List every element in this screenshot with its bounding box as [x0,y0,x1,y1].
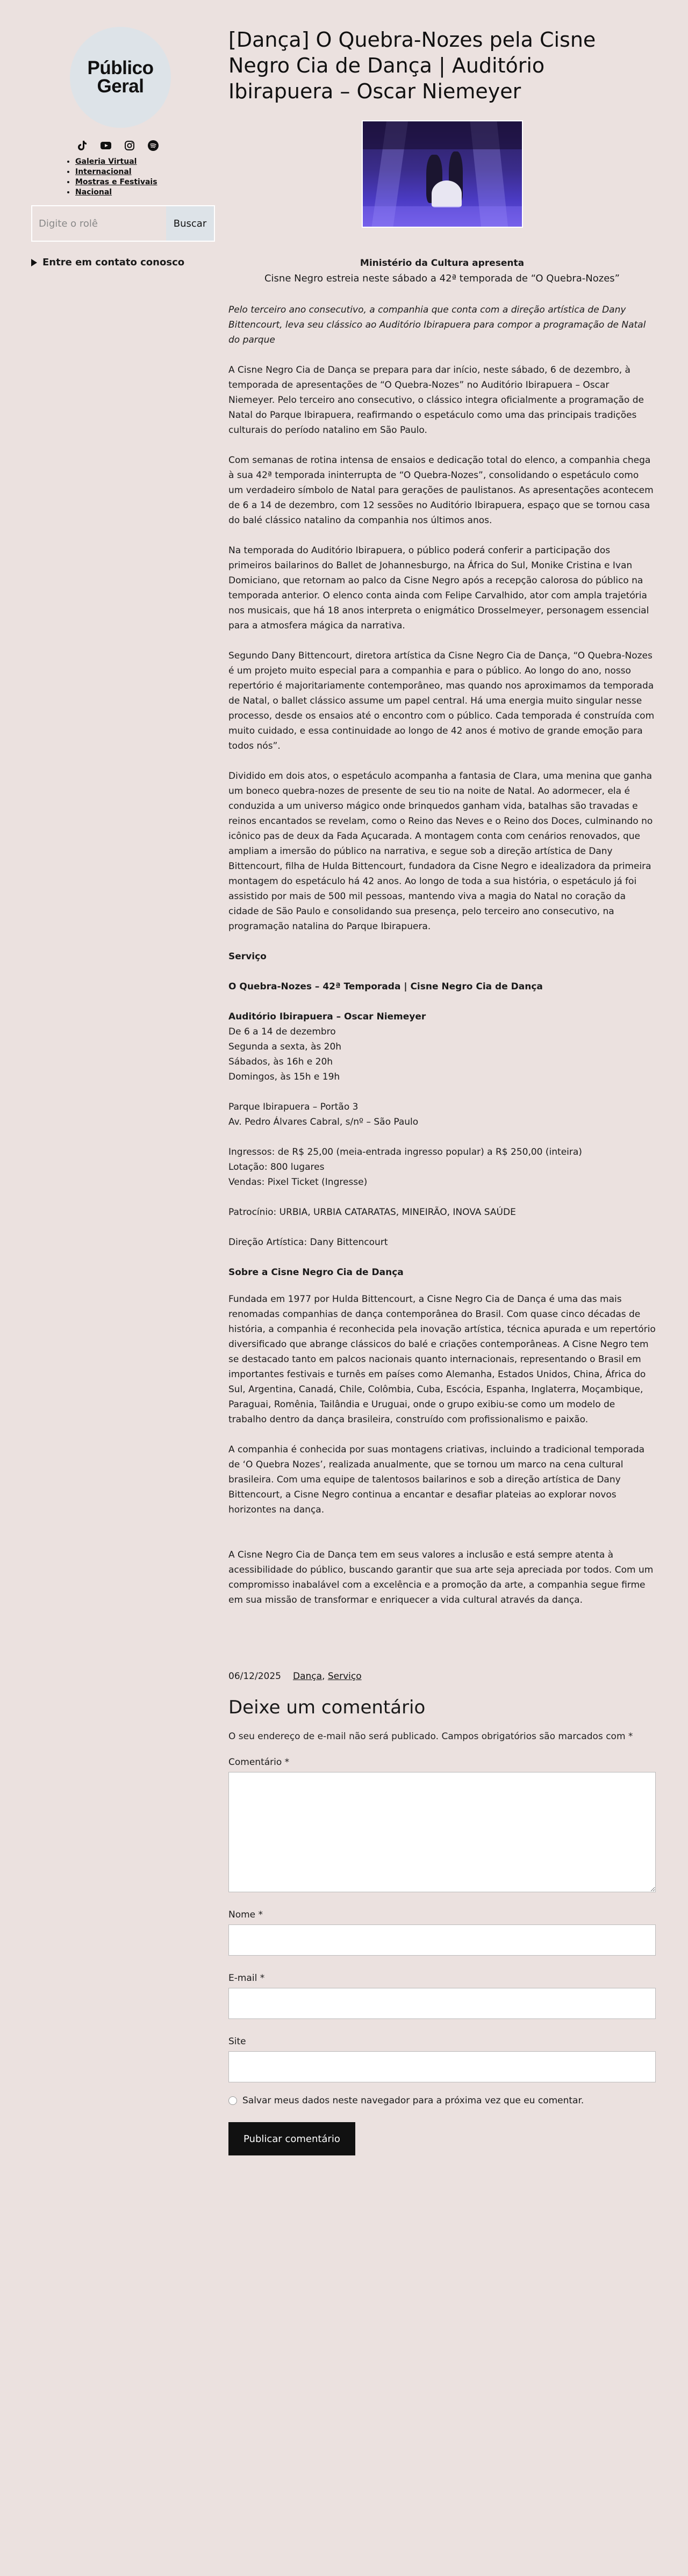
instagram-icon[interactable] [124,140,135,151]
main-content [228,27,656,2155]
search-form [31,205,215,242]
site-field[interactable] [228,2051,656,2082]
capacity-line: Lotação: 800 lugares [228,1162,325,1173]
site-label: Site [228,2036,246,2047]
category-link-servico[interactable]: Serviço [327,1671,362,1682]
about-paragraph: A companhia é conhecida por suas montagens criativas, incluindo a tradicional temporada de ‘O Quebra Nozes’, realizada anualmente, que se tornou um marco na cena cultural brasileira. Com uma equipe de talentosos bailarinos e sob a direção artística de Dany Bittencourt, a Cisne Negro continua a encantar e desafiar plateias ao explorar novos horizontes na dança. [228,1444,645,1515]
social-links [77,140,215,151]
about-paragraph: A Cisne Negro Cia de Dança tem em seus valores a inclusão e está sempre atenta à acessibilidade do público, buscando garantir que sua arte seja apreciada por todos. Com um compromisso inabalável com a excelência e a promoção da arte, a companhia segue firme em sua missão de transformar e enriquecer a vida cultural através da dança. [228,1550,654,1605]
sponsors-line: Patrocínio: URBIA, URBIA CATARATAS, MINEIRÃO, INOVA SAÚDE [228,1207,516,1218]
sidebar-item-internacional [75,167,215,177]
address-line: Av. Pedro Álvares Cabral, s/nº – São Paulo [228,1117,419,1127]
consent-checkbox[interactable] [228,2096,237,2105]
email-label: E-mail * [228,1973,265,1984]
article-paragraph: Dividido em dois atos, o espetáculo acompanha a fantasia de Clara, uma menina que ganha um boneco quebra-nozes de presente de seu tio na noite de Natal. Ao adormecer, ela é conduzida a um universo mágico onde brinquedos ganham vida, batalhas são travadas e reinos encantados se revelam, como o Reino das Neves e o Reino dos Doces, culminando no icônico pas de deux da Fada Açucarada. A montagem conta com cenários renovados, que ampliam a imersão do público na narrativa, e segue sob a direção artística de Dany Bittencourt, filha de Hulda Bittencourt, fundadora da Cisne Negro e idealizadora da primeira montagem do espetáculo há 42 anos. Ao longo de toda a sua história, o espetáculo já foi assistido por mais de 500 mil pessoas, mantendo viva a magia do Natal no coração da cidade de São Paulo e consolidando sua presença, pelo terceiro ano consecutivo, na programação natalina do Parque Ibirapuera. [228,771,653,932]
about-paragraph: Fundada em 1977 por Hulda Bittencourt, a Cisne Negro Cia de Dança é uma das mais renomadas companhias de dança contemporânea do Brasil. Com quase cinco décadas de história, a companhia é reconhecida pela inovação artística, técnica apurada e um repertório diversificado que abrange clássicos do balé e criações contemporâneas. A Cisne Negro tem se destacado tanto em palcos nacionais quanto internacionais, representando o Brasil em importantes festivais e turnês em países como Alemanha, Estados Unidos, China, África do Sul, Argentina, Canadá, Chile, Colômbia, Cuba, Escócia, Espanha, Inglaterra, Moçambique, Paraguai, Romênia, Tailândia e Uruguai, onde o grupo exibiu-se como um modelo de trabalho dentro da dança brasileira, construído com profissionalismo e paixão. [228,1294,656,1425]
sidebar-link[interactable]: Nacional [75,188,112,197]
schedule-line: Domingos, às 15h e 19h [228,1072,340,1082]
article-paragraph: A Cisne Negro Cia de Dança se prepara para dar início, neste sábado, 6 de dezembro, à temporada de apresentações de “O Quebra-Nozes” no Auditório Ibirapuera – Oscar Niemeyer. Pelo terceiro ano consecutivo, o clássico integra oficialmente a programação de Natal do Parque Ibirapuera, reafirmando o espetáculo como uma das principais tradições culturais do período natalino em São Paulo. [228,365,644,436]
address-line: Parque Ibirapuera – Portão 3 [228,1102,359,1112]
sidebar-nav [31,157,215,198]
post-meta [228,1671,656,1682]
contact-toggle[interactable] [31,257,215,268]
tickets-block [228,1145,656,1190]
article-paragraph: Segundo Dany Bittencourt, diretora artística da Cisne Negro Cia de Dança, “O Quebra-Nozes é um projeto muito especial para a companhia e para o público. Ao longo do ano, nosso repertório é majoritariamente contemporâneo, mas quando nos aproximamos da temporada de Natal, o ballet clássico assume um papel central. Há uma energia muito singular nesse processo, desde os ensaios até o encontro com o público. Cada temporada é construída com muito cuidado, e essa continuidade ao longo de 42 anos é motivo de grande emoção para todos nós”. [228,650,655,751]
logo-line1: Público [87,57,154,78]
ministry-line: Ministério da Cultura apresenta [360,258,525,269]
search-input[interactable] [32,206,166,241]
page-title: [Dança] O Quebra-Nozes pela Cisne Negro Cia de Dança | Auditório Ibirapuera – Oscar Niemeyer [228,28,596,103]
sales-line: Vendas: Pixel Ticket (Ingresse) [228,1177,368,1188]
post-categories [293,1671,362,1682]
logo-line2: Geral [97,76,144,97]
comment-form-heading: Deixe um comentário [228,1697,426,1718]
schedule-line: Segunda a sexta, às 20h [228,1041,342,1052]
email-field[interactable] [228,1988,656,2019]
direction-line: Direção Artística: Dany Bittencourt [228,1237,388,1248]
comment-label: Comentário * [228,1757,290,1768]
schedule-block [228,1009,656,1084]
sidebar-link[interactable]: Galeria Virtual [75,157,137,166]
tiktok-icon[interactable] [77,140,88,151]
servico-show: O Quebra-Nozes – 42ª Temporada | Cisne Negro Cia de Dança [228,981,543,992]
venue-name: Auditório Ibirapuera – Oscar Niemeyer [228,1011,426,1022]
servico-heading: Serviço [228,951,267,962]
category-link-danca[interactable]: Dança [292,1671,322,1682]
submit-comment-button[interactable]: Publicar comentário [228,2122,355,2155]
about-heading: Sobre a Cisne Negro Cia de Dança [228,1267,404,1278]
disclosure-triangle-icon [31,259,37,266]
sidebar [31,27,215,268]
article-paragraph: Na temporada do Auditório Ibirapuera, o público poderá conferir a participação dos primeiros bailarinos do Ballet de Johannesburgo, na África do Sul, Monike Cristina e Ivan Domiciano, que retornam ao palco da Cisne Negro após a recepção calorosa do público na temporada anterior. O elenco conta ainda com Felipe Carvalhido, ator com ampla trajetória nos musicais, que há 18 anos interpreta o enigmático Drosselmeyer, personagem essencial para a atmosfera mágica da narrativa. [228,545,649,631]
search-button[interactable]: Buscar [166,206,214,241]
schedule-line: De 6 a 14 de dezembro [228,1026,336,1037]
sidebar-link[interactable]: Mostras e Festivais [75,178,157,186]
hero-image[interactable] [362,120,523,228]
article-paragraph: Com semanas de rotina intensa de ensaios e dedicação total do elenco, a companhia chega à sua 42ª temporada ininterrupta de “O Quebra-Nozes”, consolidando o espetáculo como um verdadeiro símbolo de Natal para gerações de paulistanos. As apresentações acontecem de 6 a 14 de dezembro, com 12 sessões no Auditório Ibirapuera, espaço que se tornou casa do balé clássico natalino da companhia nos últimos anos. [228,455,654,526]
schedule-line: Sábados, às 16h e 20h [228,1057,333,1067]
comment-notes: O seu endereço de e-mail não será publicado. Campos obrigatórios são marcados com * [228,1731,633,1742]
save-data-consent [228,2095,656,2106]
tickets-line: Ingressos: de R$ 25,00 (meia-entrada ingresso popular) a R$ 250,00 (inteira) [228,1147,582,1157]
category-separator: , [322,1671,328,1682]
sidebar-item-galeria-virtual [75,157,215,167]
sidebar-link[interactable]: Internacional [75,168,132,176]
post-date: 06/12/2025 [228,1671,281,1682]
address-block [228,1099,656,1130]
contact-label: Entre em contato conosco [42,257,185,268]
comment-textarea[interactable] [228,1772,656,1892]
article-lead: Pelo terceiro ano consecutivo, a companhia que conta com a direção artística de Dany Bittencourt, leva seu clássico ao Auditório Ibirapuera para compor a programação de Natal do parque [228,305,646,345]
name-label: Nome * [228,1909,263,1920]
sidebar-item-mostras-festivais [75,177,215,187]
spotify-icon[interactable] [148,140,159,151]
name-field[interactable] [228,1924,656,1956]
sidebar-item-nacional [75,187,215,198]
site-logo[interactable] [70,27,171,128]
consent-label: Salvar meus dados neste navegador para a próxima vez que eu comentar. [242,2095,584,2106]
youtube-icon[interactable] [101,140,111,151]
article-subtitle: Cisne Negro estreia neste sábado a 42ª temporada de “O Quebra-Nozes” [264,273,620,284]
